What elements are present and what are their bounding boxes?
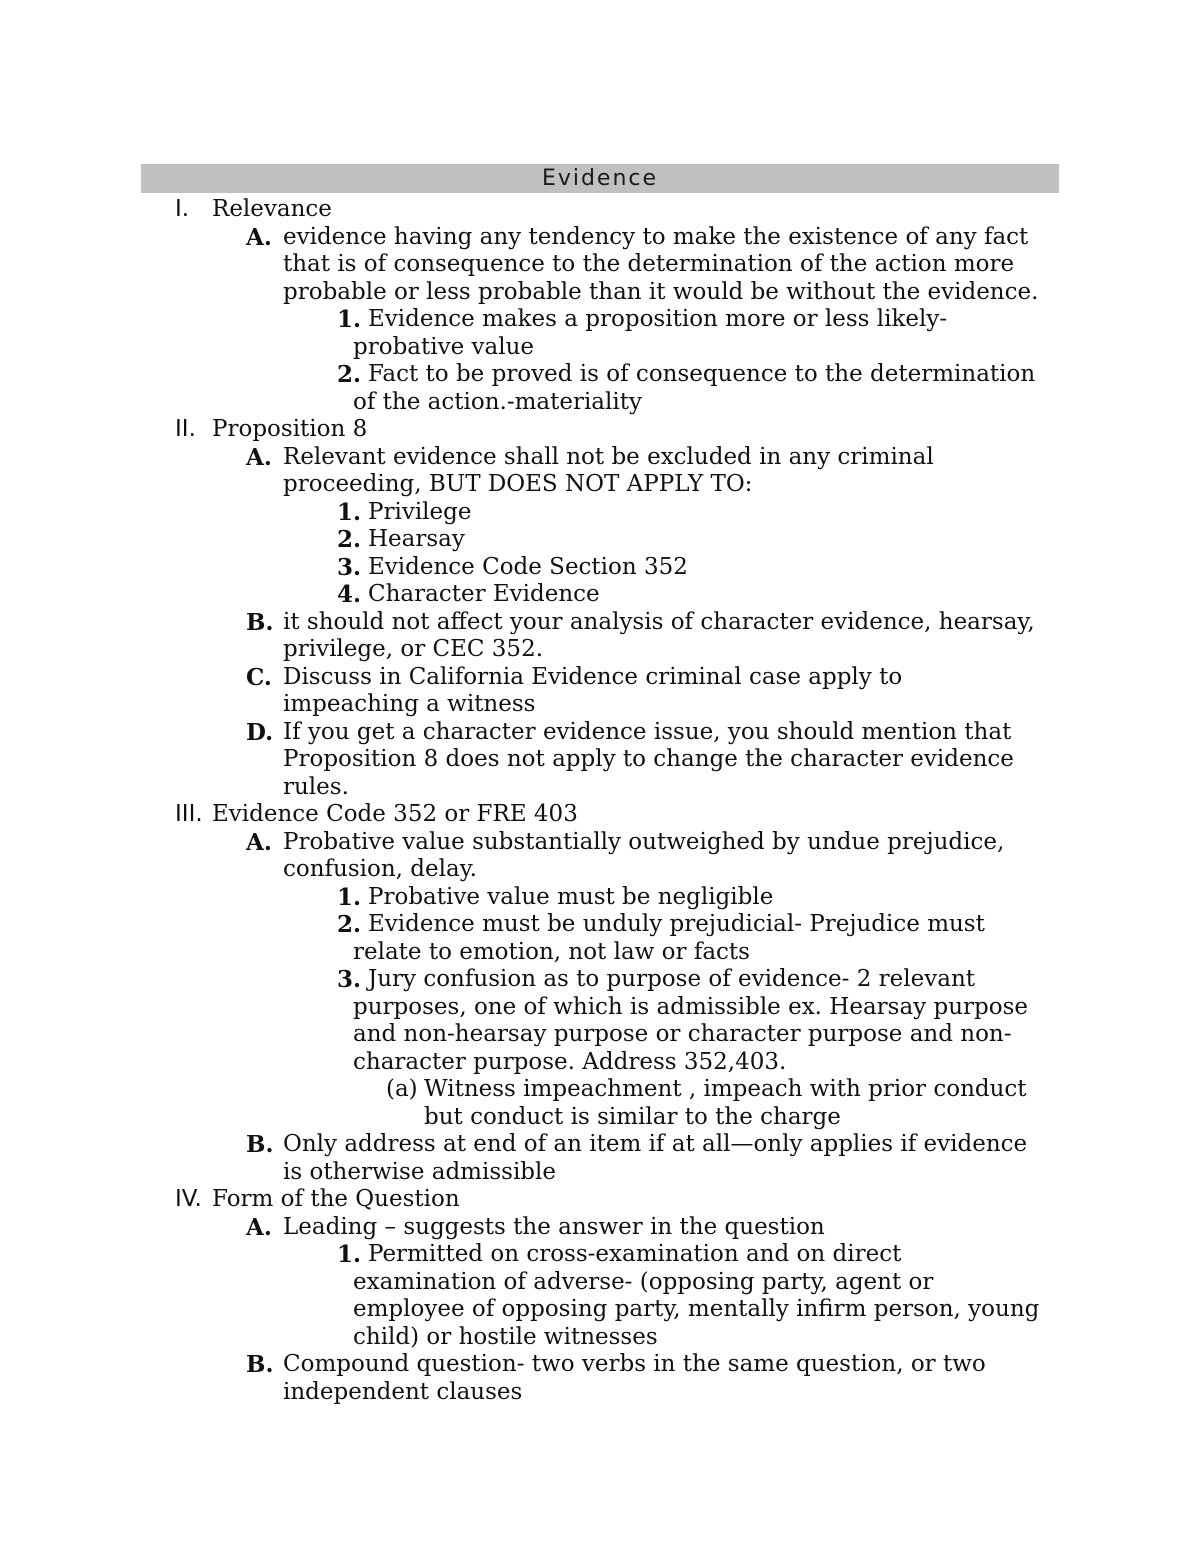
outline-continuation-text: that is of consequence to the determination of the action more (283, 251, 1015, 277)
outline-marker: 1. (337, 883, 362, 911)
outline-item-text: If you get a character evidence issue, you should mention that (283, 718, 1012, 745)
outline-continuation-text: privilege, or CEC 352. (283, 636, 544, 662)
outline-continuation-text: and non-hearsay purpose or character purpose and non- (353, 1021, 1012, 1047)
outline-continuation-text: relate to emotion, not law or facts (353, 938, 750, 965)
outline-marker: II. (175, 416, 196, 442)
outline-item-text: Evidence must be unduly prejudicial- Prejudice must (368, 911, 985, 937)
outline-continuation-text: independent clauses (283, 1378, 523, 1405)
outline-item-text: Character Evidence (368, 581, 600, 607)
outline-marker: I. (175, 196, 190, 222)
outline-marker: A. (246, 828, 272, 856)
outline-marker: A. (246, 443, 272, 471)
outline-item-text: Proposition 8 (212, 416, 368, 442)
outline-continuation-text: probative value (353, 333, 535, 360)
outline-marker: (a) (386, 1076, 418, 1102)
outline-marker: 2. (337, 911, 362, 938)
outline-item-text: Jury confusion as to purpose of evidence- 2 relevant (368, 966, 976, 992)
outline-item-text: Probative value substantially outweighed by undue prejudice, (283, 828, 1005, 855)
outline-item-text: Hearsay (368, 526, 465, 552)
outline-marker: B. (246, 1351, 274, 1378)
outline-marker: IV. (175, 1186, 202, 1212)
outline-continuation-text: employee of opposing party, mentally infirm person, young (353, 1296, 1040, 1322)
outline-item-text: Permitted on cross-examination and on direct (368, 1241, 902, 1267)
outline-continuation-text: examination of adverse- (opposing party, agent or (353, 1268, 934, 1295)
outline-continuation-text: child) or hostile witnesses (353, 1323, 658, 1350)
outline-item-text: Form of the Question (212, 1186, 460, 1212)
outline-marker: 2. (337, 526, 362, 553)
outline-item-text: Evidence makes a proposition more or less likely- (368, 306, 948, 332)
outline-item-text: Only address at end of an item if at all—only applies if evidence (283, 1131, 1028, 1157)
outline-marker: A. (246, 1213, 272, 1241)
outline-continuation-text: proceeding, BUT DOES NOT APPLY TO: (283, 471, 753, 497)
outline-continuation-text: Proposition 8 does not apply to change the character evidence (283, 746, 1014, 772)
outline-continuation-text: but conduct is similar to the charge (424, 1103, 841, 1130)
outline-item-text: Probative value must be negligible (368, 883, 774, 910)
outline-item-text: Witness impeachment , impeach with prior conduct (424, 1076, 1027, 1102)
outline-marker: 3. (337, 553, 362, 581)
outline-item-text: Compound question- two verbs in the same question, or two (283, 1351, 986, 1377)
outline-item-text: Leading – suggests the answer in the question (283, 1213, 825, 1240)
outline-marker: 1. (337, 1241, 362, 1268)
outline-marker: C. (246, 663, 272, 691)
outline-marker: 1. (337, 498, 362, 526)
outline-continuation-text: confusion, delay. (283, 856, 477, 882)
outline-continuation-text: purposes, one of which is admissible ex. Hearsay purpose (353, 993, 1029, 1020)
outline-continuation-text: rules. (283, 773, 349, 800)
outline-item-text: Relevance (212, 196, 332, 222)
outline-marker: 2. (337, 361, 362, 388)
outline-marker: B. (246, 1131, 274, 1158)
outline-continuation-text: of the action.-materiality (353, 388, 642, 415)
outline-marker: 1. (337, 306, 362, 333)
outline-marker: 3. (337, 966, 362, 993)
outline-continuation-text: is otherwise admissible (283, 1158, 557, 1185)
outline-item-text: Fact to be proved is of consequence to the determination (368, 361, 1036, 387)
outline-continuation-text: probable or less probable than it would be without the evidence. (283, 278, 1039, 305)
outline-item-text: Relevant evidence shall not be excluded in any criminal (283, 443, 934, 470)
outline-item-text: Privilege (368, 498, 472, 525)
outline-marker: A. (246, 223, 272, 251)
outline-marker: III. (175, 801, 203, 827)
outline-marker: 4. (337, 581, 362, 608)
outline-continuation-text: character purpose. Address 352,403. (353, 1048, 787, 1075)
outline-item-text: evidence having any tendency to make the existence of any fact (283, 223, 1029, 250)
outline-item-text: Discuss in California Evidence criminal case apply to (283, 663, 903, 690)
outline-marker: B. (246, 608, 274, 636)
outline-item-text: Evidence Code 352 or FRE 403 (212, 801, 578, 827)
outline-item-text: it should not affect your analysis of character evidence, hearsay, (283, 608, 1035, 635)
document-title: Evidence (141, 164, 1059, 193)
outline-marker: D. (246, 718, 274, 746)
outline-item-text: Evidence Code Section 352 (368, 553, 688, 580)
outline-continuation-text: impeaching a witness (283, 691, 536, 717)
